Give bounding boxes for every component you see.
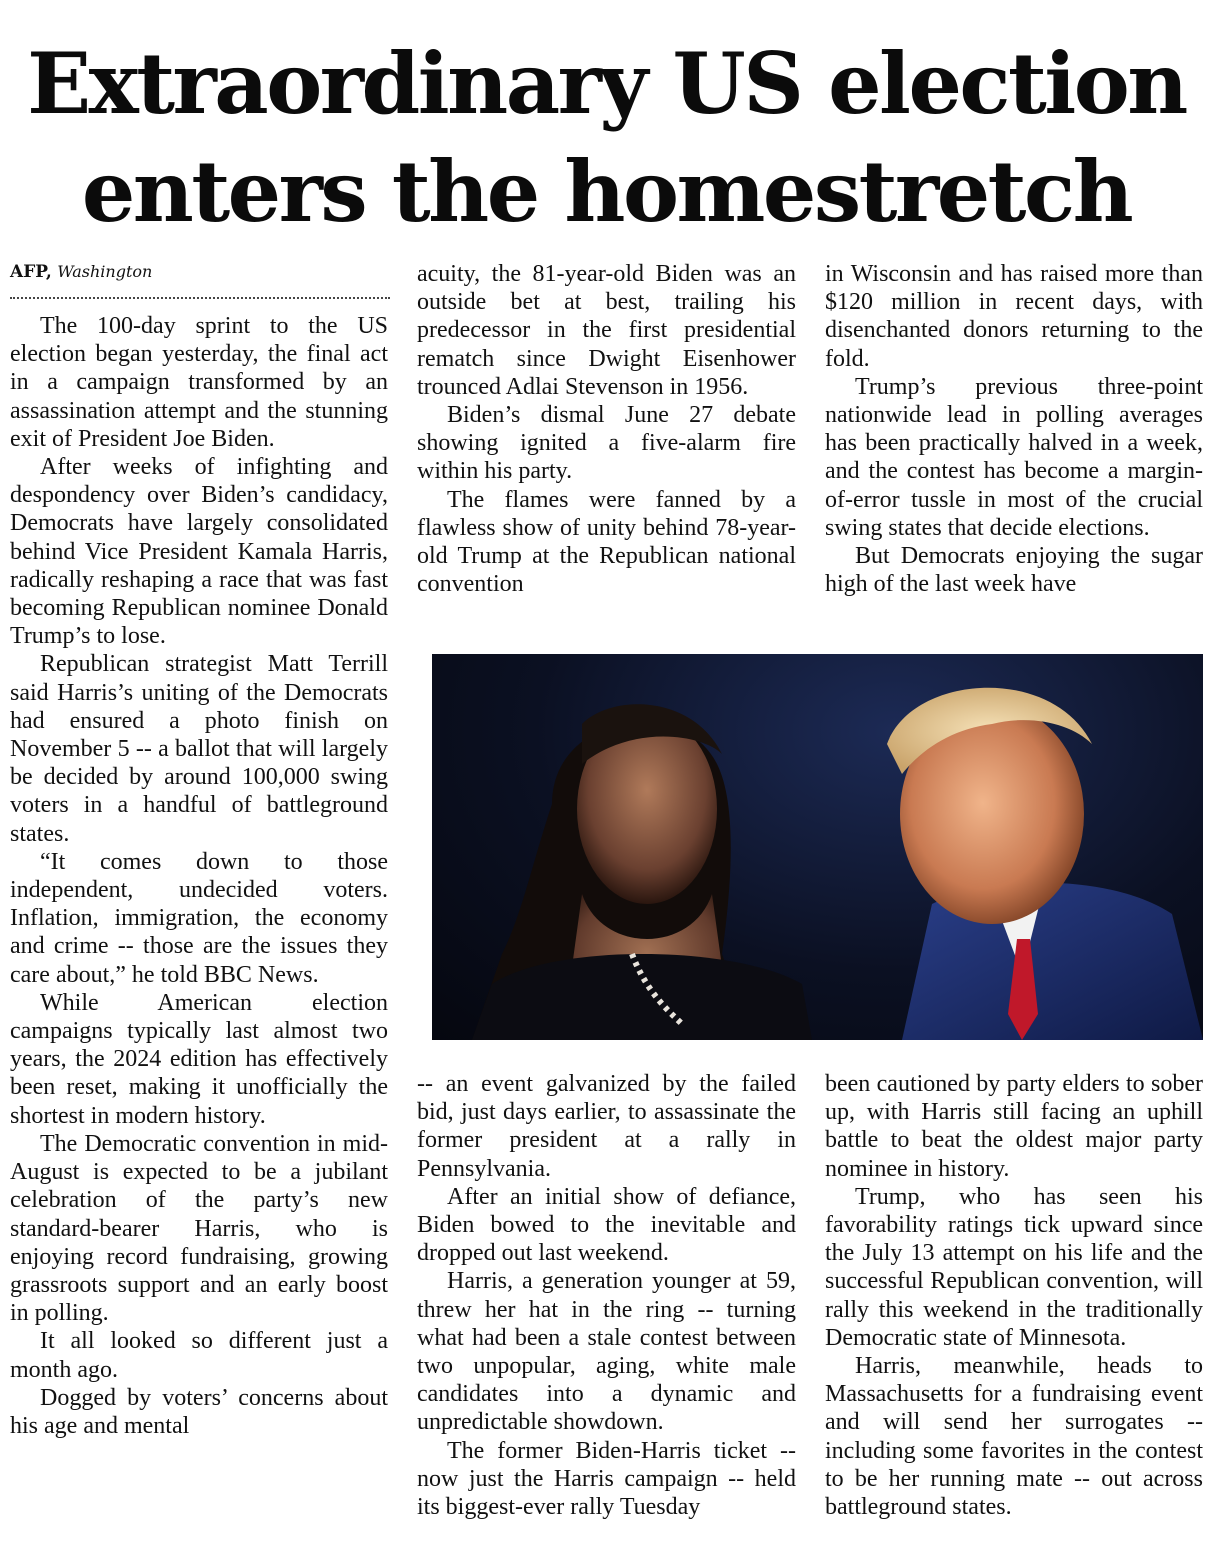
paragraph: While American election campaigns typically last almost two years, the 2024 edition has effectively been reset, making it unofficially the shortest in modern history. — [10, 989, 388, 1129]
paragraph: in Wisconsin and has raised more than $120 million in recent days, with disenchanted donors returning to the fold. — [825, 261, 1203, 372]
article-column-1 — [10, 312, 388, 1564]
paragraph: acuity, the 81-year-old Biden was an outside bet at best, trailing his predecessor in the first presidential rematch since Dwight Eisenhower trounced Adlai Stevenson in 1956. — [417, 261, 796, 400]
candidates-photo-illustration — [432, 654, 1203, 1040]
paragraph: The flames were fanned by a flawless show of unity behind 78-year-old Trump at the Republican national convention — [417, 486, 796, 598]
headline-line-1: Extraordinary US election — [27, 34, 1186, 133]
article-column-2-bottom — [417, 1070, 796, 1560]
paragraph: The former Biden-Harris ticket -- now just the Harris campaign -- held its biggest-ever rally Tuesday — [417, 1437, 796, 1521]
paragraph: After weeks of infighting and despondency over Biden’s candidacy, Democrats have largely consolidated behind Vice President Kamala Harris, radically reshaping a race that was fast becoming Republican nominee Donald Trump’s to lose. — [10, 454, 388, 650]
paragraph: The 100-day sprint to the US election began yesterday, the final act in a campaign transformed by an assassination attempt and the stunning exit of President Joe Biden. — [10, 313, 388, 452]
headline-line-2: enters the homestretch — [81, 142, 1132, 241]
paragraph: “It comes down to those independent, undecided voters. Inflation, immigration, the economy and crime -- those are the issues they care about,” he told BBC News. — [10, 848, 388, 988]
article-column-2-top — [417, 260, 796, 630]
paragraph: Trump’s previous three-point nationwide lead in polling averages has been practically halved in a week, and the contest has become a margin-of-error tussle in most of the crucial swing states that decide elections. — [825, 373, 1203, 541]
byline — [10, 257, 390, 299]
paragraph: Dogged by voters’ concerns about his age and mental — [10, 1384, 388, 1439]
byline-agency: AFP, — [10, 262, 52, 282]
paragraph: been cautioned by party elders to sober up, with Harris still facing an uphill battle to beat the oldest major party nominee in history. — [825, 1071, 1203, 1182]
article-column-3-top — [825, 260, 1203, 630]
paragraph: -- an event galvanized by the failed bid, just days earlier, to assassinate the former president at a rally in Pennsylvania. — [417, 1071, 796, 1182]
paragraph: It all looked so different just a month ago. — [10, 1328, 388, 1383]
paragraph: After an initial show of defiance, Biden bowed to the inevitable and dropped out last weekend. — [417, 1183, 796, 1267]
paragraph: Republican strategist Matt Terrill said Harris’s uniting of the Democrats had ensured a photo finish on November 5 -- a ballot that will largely be decided by around 100,000 swing voters in a handful of battleground states. — [10, 651, 388, 847]
paragraph: The Democratic convention in mid-August is expected to be a jubilant celebration of the party’s new standard-bearer Harris, who is enjoying record fundraising, growing grassroots support and an early boost in polling. — [10, 1130, 388, 1327]
paragraph: Biden’s dismal June 27 debate showing ignited a five-alarm fire within his party. — [417, 402, 796, 485]
paragraph: Harris, meanwhile, heads to Massachusetts for a fundraising event and will send her surrogates -- including some favorites in the contest to be her running mate -- out across battleground states. — [825, 1353, 1203, 1521]
byline-location: Washington — [57, 262, 153, 281]
paragraph: But Democrats enjoying the sugar high of the last week have — [825, 543, 1203, 598]
headline — [0, 30, 1213, 246]
paragraph: Harris, a generation younger at 59, threw her hat in the ring -- turning what had been a stale contest between two unpopular, aging, white male candidates into a dynamic and unpredictable showdown. — [417, 1268, 796, 1436]
article-column-3-bottom — [825, 1070, 1203, 1560]
candidates-photo — [432, 654, 1203, 1040]
paragraph: Trump, who has seen his favorability ratings tick upward since the July 13 attempt on his life and the successful Republican convention, will rally this weekend in the traditionally Democratic state of Minnesota. — [825, 1183, 1203, 1351]
